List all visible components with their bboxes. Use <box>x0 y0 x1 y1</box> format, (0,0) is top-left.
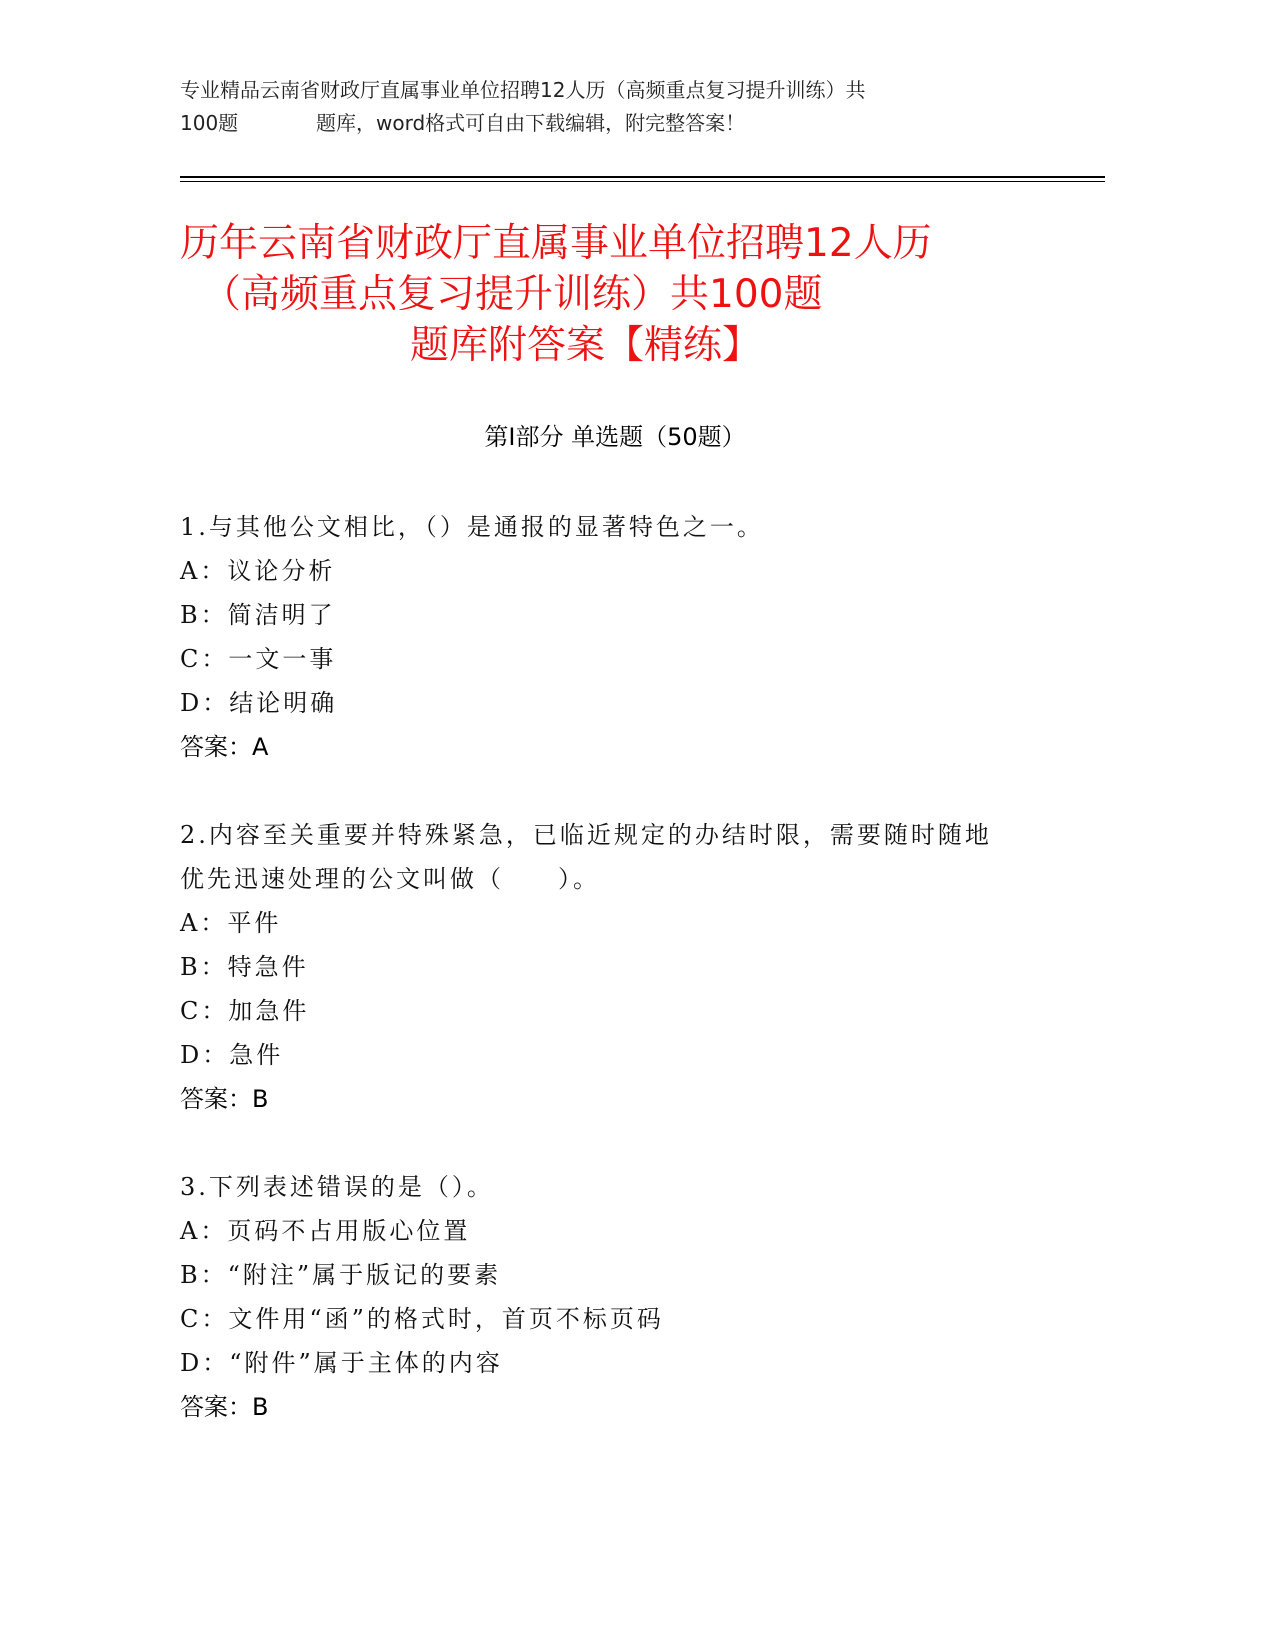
option-d: D：急件 <box>180 1041 284 1069</box>
document-title <box>180 218 1100 371</box>
document-header <box>180 74 1030 140</box>
question-stem: 3.下列表述错误的是（）。 <box>180 1173 494 1201</box>
header-line-2 <box>180 107 1030 140</box>
header-divider-thin <box>180 181 1105 182</box>
header-divider-thick <box>180 176 1105 178</box>
option-a: A：页码不占用版心位置 <box>180 1217 471 1245</box>
question-2 <box>180 813 1060 1121</box>
header-line-2-left: 100题 <box>180 111 239 135</box>
option-a: A：议论分析 <box>180 557 336 585</box>
option-d: D：“附件”属于主体的内容 <box>180 1349 503 1377</box>
answer: 答案：B <box>180 1393 269 1421</box>
question-list <box>180 505 1060 1473</box>
option-d: D：结论明确 <box>180 689 338 717</box>
question-stem: 2.内容至关重要并特殊紧急，已临近规定的办结时限，需要随时随地 <box>180 821 992 849</box>
option-c: C：文件用“函”的格式时，首页不标页码 <box>180 1305 664 1333</box>
option-c: C：加急件 <box>180 997 310 1025</box>
header-divider <box>180 176 1105 182</box>
question-1 <box>180 505 1060 769</box>
header-line-1: 专业精品云南省财政厅直属事业单位招聘12人历（高频重点复习提升训练）共 <box>180 78 866 102</box>
answer: 答案：B <box>180 1085 269 1113</box>
answer: 答案：A <box>180 733 269 761</box>
option-b: B：“附注”属于版记的要素 <box>180 1261 502 1289</box>
title-line-1: 历年云南省财政厅直属事业单位招聘12人历 <box>180 221 932 266</box>
section-title: 第Ⅰ部分 单选题（50题） <box>484 423 746 451</box>
option-b: B：特急件 <box>180 953 309 981</box>
option-a: A：平件 <box>180 909 282 937</box>
question-stem: 1.与其他公文相比，（）是通报的显著特色之一。 <box>180 513 764 541</box>
option-c: C：一文一事 <box>180 645 337 673</box>
question-stem-continued: 优先迅速处理的公文叫做（ ）。 <box>180 865 600 893</box>
option-b: B：简洁明了 <box>180 601 336 629</box>
question-3 <box>180 1165 1060 1429</box>
title-line-3: 题库附答案【精练】 <box>410 323 762 368</box>
header-line-2-right: 题库，word格式可自由下载编辑，附完整答案！ <box>316 111 746 135</box>
title-line-2: （高频重点复习提升训练）共100题 <box>202 272 823 317</box>
